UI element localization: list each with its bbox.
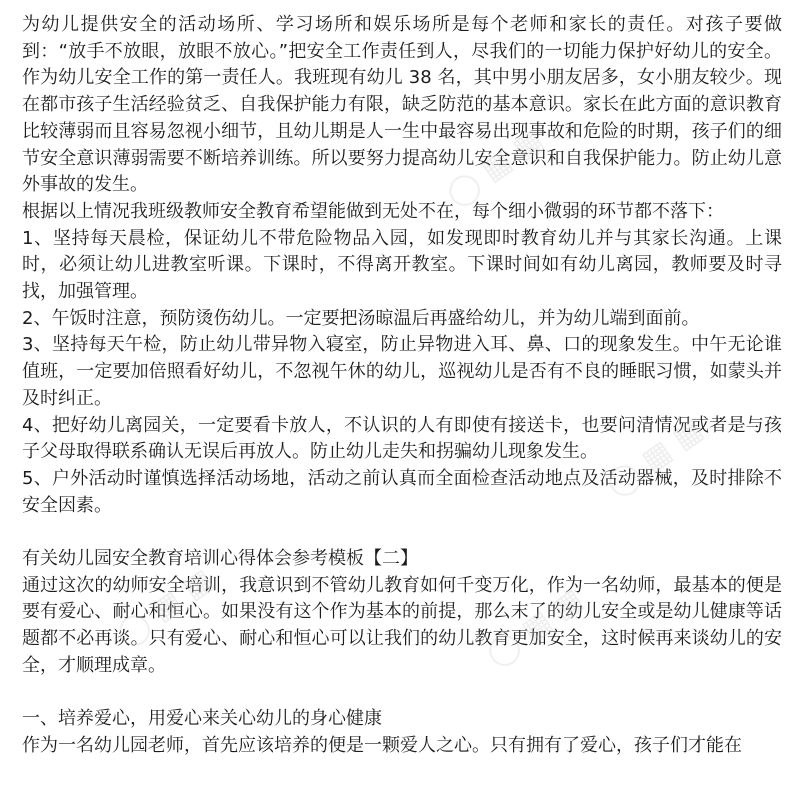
list-item-3: 3、坚持每天午检，防止幼儿带异物入寝室，防止异物进入耳、鼻、口的现象发生。中午无论谁值班，一定要加倍照看好幼儿，不忽视午休的幼儿，巡视幼儿是否有不良的睡眠习惯，如蒙头并及时纠正。 [22, 334, 782, 409]
list-item-1: 1、坚持每天晨检，保证幼儿不带危险物品入园，如发现即时教育幼儿并与其家长沟通。上课时，必须让幼儿进教室听课。下课时，不得离开教室。下课时间如有幼儿离园，教师要及时寻找，加强管理。 [22, 227, 782, 303]
last-paragraph: 作为一名幼儿园老师，首先应该培养的便是一颗爱人之心。只有拥有了爱心，孩子们才能在 [22, 734, 742, 756]
watermark: ◯ ▦ ▦ [439, 121, 550, 214]
watermark: ◯ ▦ ▦ [599, 411, 710, 504]
document-body [22, 12, 782, 760]
watermark: ◯ ▦ ▦ [479, 581, 590, 674]
blank-line [22, 680, 782, 707]
list-item-2: 2、午饭时注意，预防烫伤幼儿。一定要把汤晾温后再盛给幼儿，并为幼儿端到面前。 [22, 307, 700, 329]
blank-line [22, 519, 782, 546]
subheading-one: 一、培养爱心，用爱心来关心幼儿的身心健康 [22, 708, 382, 730]
watermark: ◯ ▦ ▦ [109, 561, 220, 654]
intro-paragraph: 为幼儿提供安全的活动场所、学习场所和娱乐场所是每个老师和家长的责任。对孩子要做到：“放手不放眼，放眼不放心。”把安全工作责任到人，尽我们的一切能力保护好幼儿的安全。作为幼儿安全工作的第一责任人。我班现有幼儿 38 名，其中男小朋友居多，女小朋友较少。现在都市孩子生活经验贫乏、自我保护能力有限，缺乏防范的基本意识。家长在此方面的意识教育比较薄弱而且容易忽视小细节，且幼儿期是人一生中最容易出现事故和危险的时期，孩子们的细节安全意识薄弱需要不断培养训练。所以要努力提高幼儿安全意识和自我保护能力。防止幼儿意外事故的发生。 [22, 14, 782, 196]
plan-intro-paragraph: 根据以上情况我班级教师安全教育希望能做到无处不在，每个细小微弱的环节都不落下： [22, 200, 724, 222]
section-two-title: 有关幼儿园安全教育培训心得体会参考模板【二】 [22, 548, 418, 570]
list-item-5: 5、户外活动时谨慎选择活动场地，活动之前认真而全面检查活动地点及活动器械，及时排除不安全因素。 [22, 467, 782, 516]
section-two-paragraph: 通过这次的幼师安全培训，我意识到不管幼儿教育如何千变万化，作为一名幼师，最基本的便是要有爱心、耐心和恒心。如果没有这个作为基本的前提，那么末了的幼儿安全或是幼儿健康等话题都不必再谈。只有爱心、耐心和恒心可以让我们的幼儿教育更加安全，这时候再来谈幼儿的安全，才顺理成章。 [22, 574, 782, 676]
list-item-4: 4、把好幼儿离园关，一定要看卡放人，不认识的人有即使有接送卡，也要问清情况或者是与孩子父母取得联系确认无误后再放人。防止幼儿走失和拐骗幼儿现象发生。 [22, 414, 782, 463]
